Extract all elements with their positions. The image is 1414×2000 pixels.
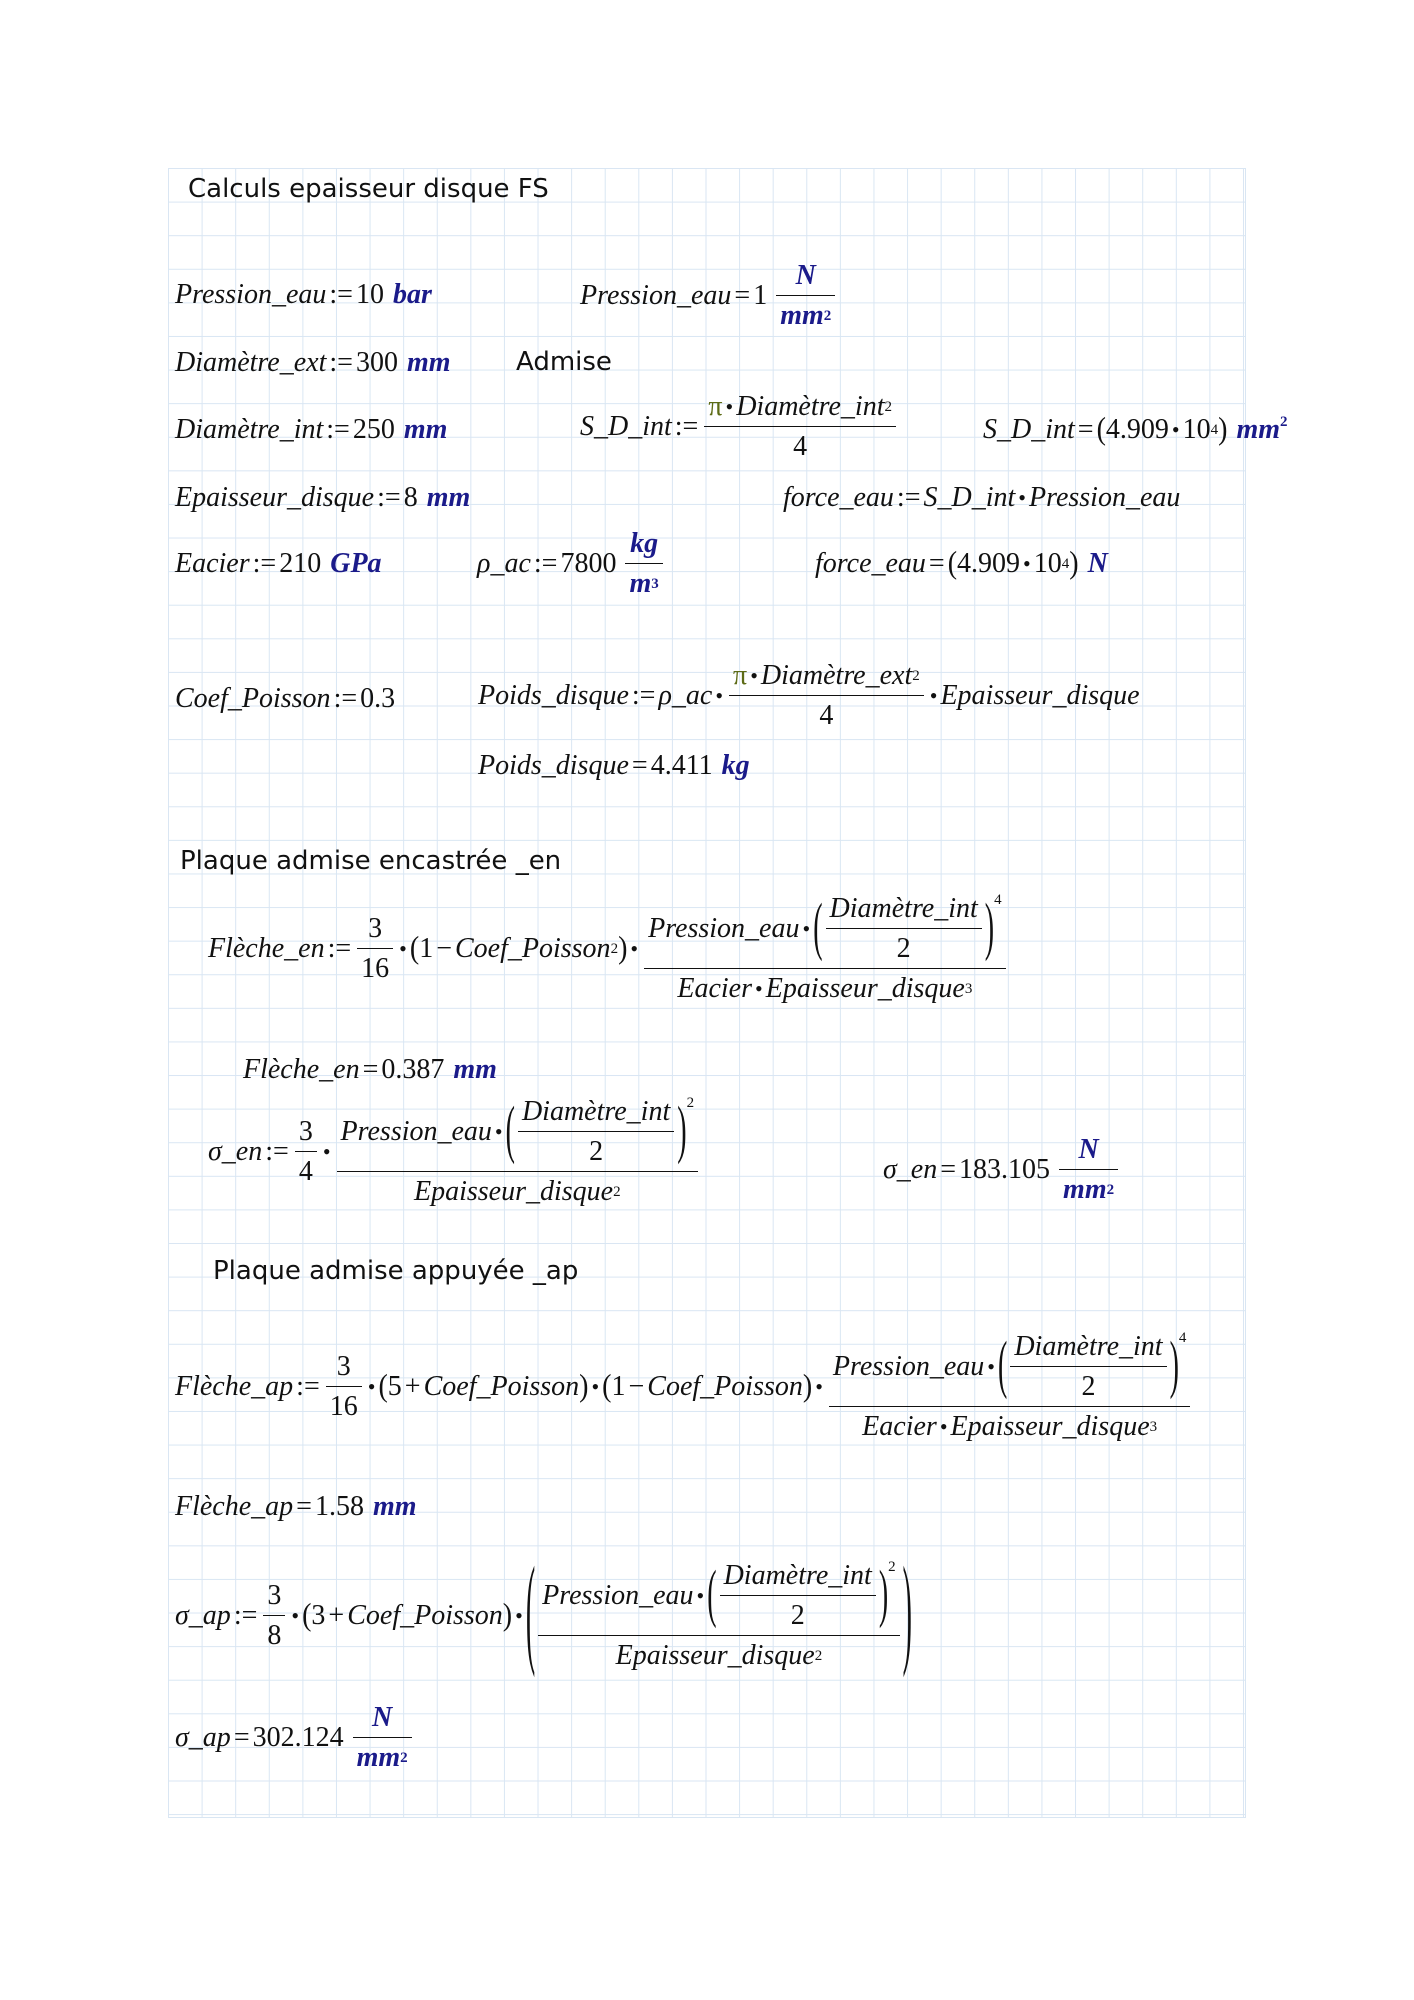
coefficient-fraction	[357, 915, 393, 983]
exponent: 4	[994, 892, 1002, 908]
unit: N	[1087, 548, 1108, 579]
numerator: 3	[267, 1580, 282, 1611]
fleche-en-result[interactable]	[243, 1056, 497, 1084]
numerator	[538, 1559, 900, 1635]
unit-numerator: N	[1078, 1134, 1099, 1165]
multiply-dot: •	[939, 1414, 948, 1439]
operand-thickness: Epaisseur_disque	[940, 680, 1140, 711]
variable-name: σ_ap	[175, 1722, 231, 1753]
value: 8	[403, 482, 418, 513]
multiply-dot: •	[715, 683, 724, 708]
pression-ref: Pression_eau	[542, 1580, 694, 1611]
sigma-ap-definition[interactable]	[175, 1545, 912, 1682]
value: 0.387	[381, 1054, 445, 1085]
variable-name: Diamètre_ext	[175, 347, 327, 378]
numerator: 3	[368, 913, 383, 944]
main-fraction	[538, 1559, 900, 1671]
unit-base: m	[629, 568, 652, 599]
radius-fraction	[1010, 1333, 1166, 1401]
area-fraction	[729, 662, 924, 730]
multiply-dot: •	[494, 1119, 503, 1144]
variable-name: Flèche_en	[208, 933, 325, 964]
unit-denominator: mm 2	[353, 1737, 412, 1772]
variable-name: σ_en	[883, 1154, 938, 1185]
unit	[1236, 416, 1287, 444]
denominator: 16	[326, 1386, 362, 1421]
variable-name: force_eau	[815, 548, 926, 579]
multiply-dot: •	[1018, 485, 1026, 510]
numerator: 3	[298, 1116, 313, 1147]
equals-operator: =	[631, 750, 648, 781]
force-eau-result[interactable]: force_eau = ( 4.909 • 10 4 ) N	[815, 545, 1108, 582]
variable-name: Poids_disque	[478, 680, 629, 711]
admise-note: Admise	[516, 347, 612, 377]
epaisseur-ref: Epaisseur_disque	[950, 1411, 1150, 1442]
equals-operator: =	[1077, 414, 1094, 445]
minus-operator: −	[436, 933, 452, 964]
coef-poisson-ref: Coef_Poisson	[423, 1371, 580, 1402]
fleche-ap-definition[interactable]	[175, 1330, 1193, 1442]
close-paren: )	[878, 1559, 889, 1631]
numerator	[829, 1330, 1191, 1406]
assign-operator: :=	[329, 347, 353, 378]
coefficient-fraction	[263, 1582, 285, 1650]
variable-name: σ_ap	[175, 1600, 231, 1631]
one: 1	[419, 933, 434, 964]
unit: mm	[453, 1054, 497, 1085]
unit: bar	[392, 279, 432, 310]
variable-name: σ_en	[208, 1136, 263, 1167]
value: 1.58	[314, 1491, 364, 1522]
open-paren: (	[813, 892, 823, 964]
close-paren: )	[1169, 1330, 1179, 1402]
exponent: 2	[888, 1559, 896, 1575]
pi-constant: π	[733, 660, 748, 691]
variable-ref: Diamètre_int	[736, 391, 885, 422]
variable-name: Pression_eau	[175, 279, 327, 310]
pression-eau-definition[interactable]	[175, 281, 432, 309]
variable-name: Flèche_ap	[175, 1491, 294, 1522]
epaisseur-ref: Epaisseur_disque	[615, 1640, 815, 1671]
fleche-en-definition[interactable]: Flèche_en := $\frac{3}{16}$ • ( 1 − Coef_Poisson 2 ) • Pression_eau • ( $\frac{\text{Diamètre\_int}}{2}$ ) 4 Eacier • Epaisseur_disque 3	[208, 895, 1009, 1003]
one: 1	[611, 1371, 626, 1402]
assign-operator: :=	[674, 411, 699, 442]
mantissa: 4.909	[1105, 414, 1169, 445]
minus-operator: −	[628, 1371, 645, 1402]
diametre-ext-definition[interactable]	[175, 349, 451, 377]
assign-operator: :=	[631, 680, 656, 711]
exponent: 4	[1178, 1330, 1187, 1346]
multiply-dot: •	[815, 1374, 823, 1399]
variable-ref: Diamètre_ext	[760, 660, 913, 691]
multiply-dot: •	[591, 1374, 600, 1399]
assign-operator: :=	[326, 414, 350, 445]
equals-operator: =	[362, 1054, 379, 1085]
assign-operator: :=	[377, 482, 401, 513]
coef-poisson-ref: Coef_Poisson	[455, 933, 611, 964]
pression-ref: Pression_eau	[340, 1116, 492, 1147]
value: 10	[355, 279, 384, 310]
value: 302.124	[252, 1722, 344, 1753]
denominator: Epaisseur_disque 2	[337, 1171, 699, 1206]
s-d-int-definition[interactable]	[580, 393, 899, 461]
variable-name: Diamètre_int	[175, 414, 324, 445]
assign-operator: :=	[333, 683, 358, 714]
variable-name: Epaisseur_disque	[175, 482, 375, 513]
multiply-dot: •	[630, 936, 639, 961]
unit-numerator: N	[372, 1702, 393, 1733]
equals-operator: =	[928, 548, 945, 579]
variable-name: Coef_Poisson	[175, 683, 331, 714]
denominator: Eacier • Epaisseur_disque 3	[829, 1406, 1191, 1441]
unit-fraction	[625, 530, 662, 598]
eacier-ref: Eacier	[862, 1411, 937, 1442]
variable-name: S_D_int	[983, 414, 1075, 445]
variable-name: Pression_eau	[580, 280, 732, 311]
assign-operator: :=	[233, 1600, 258, 1631]
plus-operator: +	[328, 1600, 345, 1631]
close-paren: )	[677, 1095, 687, 1167]
multiply-dot: •	[802, 916, 811, 941]
open-paren: (	[947, 545, 958, 582]
denominator: Eacier • Epaisseur_disque 3	[644, 968, 1006, 1003]
unit-denominator: mm 2	[1059, 1169, 1118, 1204]
variable-name: Poids_disque	[478, 750, 629, 781]
close-paren: )	[502, 1597, 513, 1634]
equals-operator: =	[734, 280, 751, 311]
value: 250	[352, 414, 395, 445]
unit-numerator: N	[795, 260, 816, 291]
assign-operator: :=	[265, 1136, 289, 1167]
value: 183.105	[959, 1154, 1051, 1185]
value: 300	[355, 347, 398, 378]
denominator: 4	[729, 695, 924, 730]
diametre-ref: Diamètre_int	[829, 893, 978, 924]
assign-operator: :=	[296, 1371, 320, 1402]
section-heading-appuyee: Plaque admise appuyée _ap	[213, 1256, 579, 1286]
operand-b: Pression_eau	[1028, 482, 1181, 513]
open-paren: (	[1096, 411, 1106, 448]
main-fraction	[829, 1330, 1191, 1442]
numerator: π • Diamètre_int 2	[708, 391, 892, 422]
fleche-ap-result[interactable]	[175, 1493, 417, 1521]
pression-ref: Pression_eau	[832, 1351, 985, 1382]
unit: mm	[403, 414, 448, 445]
value: 210	[279, 548, 322, 579]
main-fraction	[337, 1095, 699, 1207]
open-paren: (	[602, 1368, 612, 1405]
section-heading-encastree: Plaque admise encastrée _en	[180, 846, 562, 876]
coefficient-fraction	[295, 1118, 317, 1186]
open-paren: (	[409, 930, 420, 967]
open-paren: (	[997, 1330, 1008, 1402]
five: 5	[387, 1371, 402, 1402]
multiply-dot: •	[987, 1354, 995, 1379]
close-paren: )	[802, 1368, 813, 1405]
numerator: 3	[336, 1351, 351, 1382]
unit-base: mm	[1236, 414, 1280, 445]
close-paren: )	[984, 892, 995, 964]
unit-exponent: 2	[1280, 414, 1288, 430]
assign-operator: :=	[896, 482, 921, 513]
multiply-dot: •	[696, 1583, 705, 1608]
unit: mm	[406, 347, 451, 378]
value: 4.411	[650, 750, 713, 781]
two: 2	[720, 1595, 876, 1630]
coef-poisson-ref: Coef_Poisson	[647, 1371, 803, 1402]
unit-base: mm	[356, 1742, 401, 1773]
unit-numerator: kg	[630, 528, 659, 559]
close-paren: )	[1218, 411, 1228, 448]
unit: mm	[426, 482, 471, 513]
radius-fraction	[720, 1562, 876, 1630]
unit-denominator: mm 2	[776, 295, 835, 330]
multiply-dot: •	[1023, 551, 1031, 576]
multiply-dot: •	[291, 1603, 300, 1628]
diametre-int-definition[interactable]	[175, 416, 447, 444]
s-d-int-result[interactable]: S_D_int = ( 4.909 • 10 4 ) $mm^2$	[983, 411, 1288, 448]
exponent: 2	[686, 1095, 695, 1111]
equals-operator: =	[296, 1491, 312, 1522]
two: 2	[518, 1131, 674, 1166]
mantissa: 4.909	[957, 548, 1021, 579]
power-base: 10	[1033, 548, 1062, 579]
poids-disque-definition[interactable]	[478, 662, 1140, 730]
value: 0.3	[360, 683, 396, 714]
denominator: 8	[263, 1615, 285, 1650]
numerator	[644, 892, 1006, 968]
sigma-en-definition[interactable]	[208, 1095, 701, 1207]
assign-operator: :=	[329, 279, 353, 310]
value: 1	[753, 280, 768, 311]
coefficient-fraction	[326, 1353, 362, 1421]
sigma-en-result[interactable]	[883, 1136, 1121, 1204]
poids-disque-result[interactable]	[478, 752, 750, 780]
close-paren: )	[579, 1368, 589, 1405]
multiply-dot: •	[725, 394, 734, 419]
variable-name: ρ_ac	[477, 548, 531, 579]
close-paren: )	[902, 1545, 912, 1682]
value: 7800	[560, 548, 617, 579]
pression-ref: Pression_eau	[648, 913, 800, 944]
pi-constant: π	[708, 391, 723, 422]
multiply-dot: •	[1171, 417, 1180, 442]
variable-name: force_eau	[783, 482, 894, 513]
assign-operator: :=	[252, 548, 277, 579]
coef-poisson-definition[interactable]	[175, 685, 395, 713]
diametre-ref: Diamètre_int	[723, 1560, 872, 1591]
rho-ac-definition[interactable]	[477, 530, 666, 598]
close-paren: )	[1069, 545, 1079, 582]
open-paren: (	[378, 1368, 388, 1405]
variable-name: Flèche_en	[243, 1054, 360, 1085]
two: 2	[826, 928, 982, 963]
denominator: 16	[357, 948, 393, 983]
diametre-ref: Diamètre_int	[521, 1096, 671, 1127]
diametre-ref: Diamètre_int	[1014, 1331, 1163, 1362]
area-fraction	[704, 393, 896, 461]
power-base: 10	[1182, 414, 1211, 445]
open-paren: (	[707, 1559, 717, 1631]
equals-operator: =	[940, 1154, 957, 1185]
multiply-dot: •	[322, 1139, 331, 1164]
denominator: Epaisseur_disque 2	[538, 1635, 900, 1670]
multiply-dot: •	[750, 663, 758, 688]
unit: mm	[372, 1491, 417, 1522]
open-paren: (	[505, 1095, 515, 1167]
assign-operator: :=	[533, 548, 558, 579]
multiply-dot: •	[367, 1374, 376, 1399]
main-fraction	[644, 892, 1006, 1004]
open-paren: (	[302, 1597, 312, 1634]
assign-operator: :=	[327, 933, 352, 964]
unit-denominator: m 3	[625, 563, 662, 598]
radius-fraction	[518, 1098, 674, 1166]
variable-name: Flèche_ap	[175, 1371, 294, 1402]
close-paren: )	[618, 930, 628, 967]
unit: GPa	[330, 548, 382, 579]
numerator: π • Diamètre_ext 2	[733, 660, 920, 691]
equals-operator: =	[233, 1722, 250, 1753]
epaisseur-ref: Epaisseur_disque	[765, 973, 965, 1004]
variable-name: Eacier	[175, 548, 250, 579]
epaisseur-ref: Epaisseur_disque	[413, 1176, 614, 1207]
force-eau-definition[interactable]	[783, 484, 1180, 512]
three: 3	[311, 1600, 326, 1631]
two: 2	[1010, 1366, 1166, 1401]
unit: kg	[721, 750, 750, 781]
unit-fraction	[776, 262, 835, 330]
multiply-dot: •	[755, 976, 763, 1001]
epaisseur-disque-definition[interactable]	[175, 484, 470, 512]
unit-fraction	[1059, 1136, 1118, 1204]
multiply-dot: •	[929, 683, 938, 708]
pression-eau-result[interactable]	[580, 262, 838, 330]
denominator: 4	[295, 1151, 317, 1186]
multiply-dot: •	[515, 1603, 523, 1628]
variable-name: S_D_int	[580, 411, 672, 442]
unit-base: mm	[1063, 1174, 1107, 1205]
sigma-ap-result[interactable]	[175, 1704, 415, 1772]
multiply-dot: •	[399, 936, 407, 961]
eacier-definition[interactable]	[175, 550, 382, 578]
coef-poisson-ref: Coef_Poisson	[347, 1600, 503, 1631]
radius-fraction	[826, 895, 982, 963]
numerator	[337, 1095, 699, 1171]
denominator: 4	[704, 426, 896, 461]
unit-base: mm	[780, 300, 824, 331]
open-paren: (	[525, 1545, 536, 1682]
operand-a: S_D_int	[923, 482, 1016, 513]
operand-rho: ρ_ac	[658, 680, 713, 711]
unit-fraction	[353, 1704, 412, 1772]
plus-operator: +	[404, 1371, 421, 1402]
page-title: Calculs epaisseur disque FS	[188, 174, 549, 204]
eacier-ref: Eacier	[677, 973, 753, 1004]
